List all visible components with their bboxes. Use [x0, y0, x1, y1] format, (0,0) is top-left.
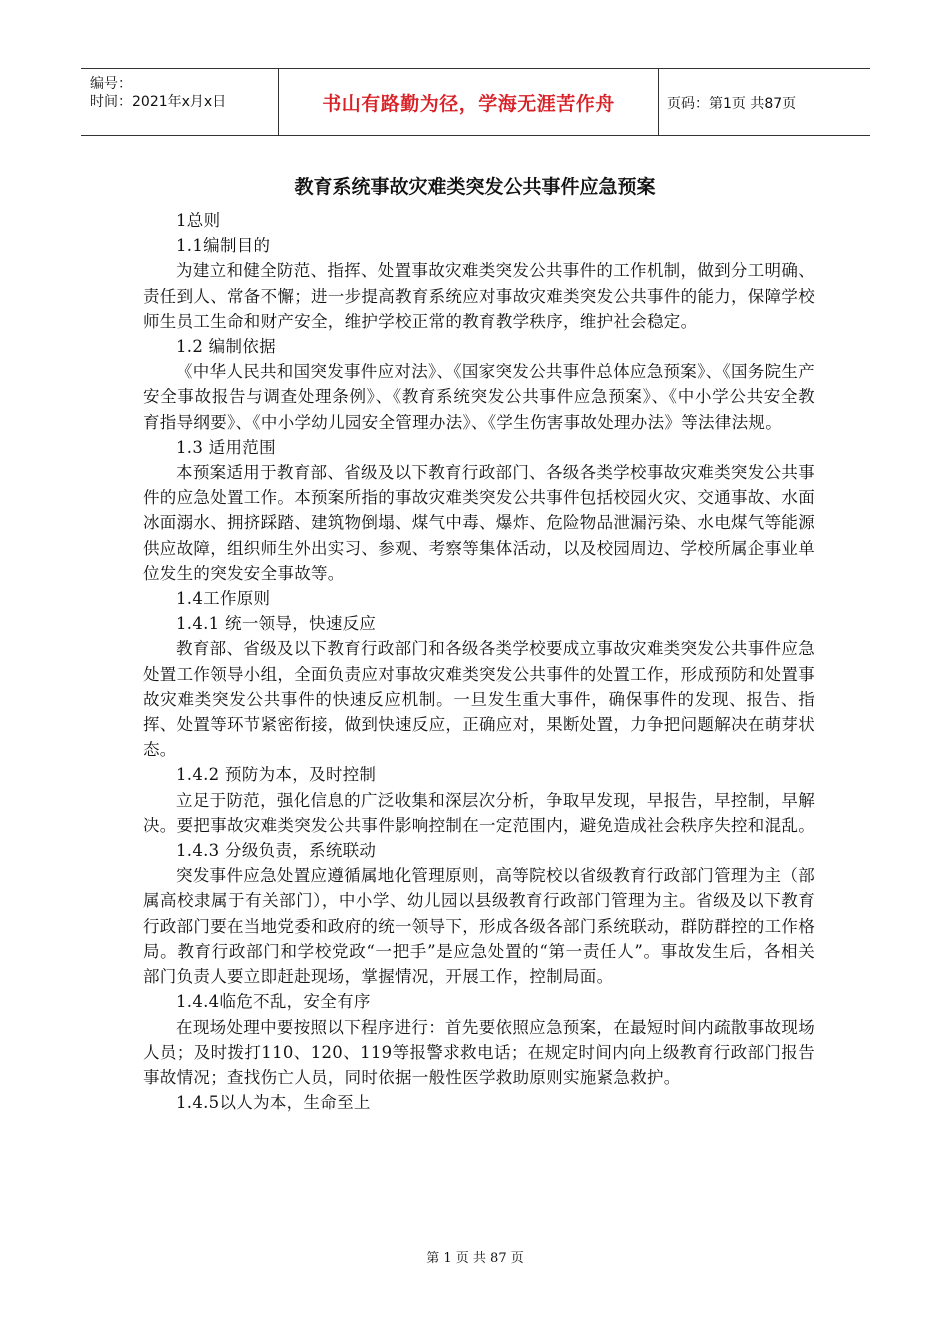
subsection-heading: 1.4.4临危不乱，安全有序: [176, 992, 371, 1012]
subsection-heading: 1.4.3 分级负责，系统联动: [176, 841, 377, 861]
subsection-heading: 1.4.5以人为本，生命至上: [176, 1093, 371, 1113]
body-paragraph: 在现场处理中要按照以下程序进行：首先要依照应急预案，在最短时间内疏散事故现场人员；及时拨打110、120、119等报警求救电话；在规定时间内向上级教育行政部门报告事故情况；查找伤亡人员，同时依据一般性医学救助原则实施紧急救护。: [143, 1017, 815, 1087]
page-footer: 第 1 页 共 87 页: [426, 1251, 524, 1266]
section-heading: 1.2 编制依据: [176, 337, 276, 357]
body-paragraph: 教育部、省级及以下教育行政部门和各级各类学校要成立事故灾难类突发公共事件应急处置工作领导小组，全面负责应对事故灾难类突发公共事件的处置工作，形成预防和处置事故灾难类突发公共事件的快速反应机制。一旦发生重大事件，确保事件的发现、报告、指挥、处置等环节紧密衔接，做到快速反应，正确应对，果断处置，力争把问题解决在萌芽状态。: [143, 639, 815, 760]
body-paragraph: 突发事件应急处置应遵循属地化管理原则，高等院校以省级教育行政部门管理为主（部属高校隶属于有关部门），中小学、幼儿园以县级教育行政部门管理为主。省级及以下教育行政部门要在当地党委和政府的统一领导下，形成各级各部门系统联动，群防群控的工作格局。教育行政部门和学校党政“一把手”是应急处置的“第一责任人”。事故发生后，各相关部门负责人要立即赶赴现场，掌握情况，开展工作，控制局面。: [143, 866, 815, 987]
document-title: 教育系统事故灾难类突发公共事件应急预案: [294, 176, 656, 198]
page-header: [81, 68, 870, 136]
section-heading: 1.4工作原则: [176, 589, 271, 609]
subsection-heading: 1.4.2 预防为本，及时控制: [176, 765, 377, 785]
header-page-number: 页码：第1页 共87页: [667, 95, 797, 112]
document-number-label: 编号：: [90, 76, 132, 92]
header-motto: 书山有路勤为径，学海无涯苦作舟: [322, 93, 615, 115]
section-heading: 1.1编制目的: [176, 236, 271, 256]
document-body: [143, 208, 815, 1115]
body-paragraph: 《中华人民共和国突发事件应对法》、《国家突发公共事件总体应急预案》、《国务院生产安全事故报告与调查处理条例》、《教育系统突发公共事件应急预案》、《中小学公共安全教育指导纲要》、《中小学幼儿园安全管理办法》、《学生伤害事故处理办法》等法律法规。: [143, 362, 815, 432]
body-paragraph: 为建立和健全防范、指挥、处置事故灾难类突发公共事件的工作机制，做到分工明确、责任到人、常备不懈；进一步提高教育系统应对事故灾难类突发公共事件的能力，保障学校师生员工生命和财产安全，维护学校正常的教育教学秩序，维护社会稳定。: [143, 261, 815, 331]
header-meta: [90, 75, 226, 111]
section-heading: 1.3 适用范围: [176, 437, 276, 457]
subsection-heading: 1.4.1 统一领导，快速反应: [176, 614, 377, 634]
document-date-label: 时间：2021年x月x日: [90, 94, 227, 110]
body-paragraph: 本预案适用于教育部、省级及以下教育行政部门、各级各类学校事故灾难类突发公共事件的应急处置工作。本预案所指的事故灾难类突发公共事件包括校园火灾、交通事故、水面冰面溺水、拥挤踩踏、建筑物倒塌、煤气中毒、爆炸、危险物品泄漏污染、水电煤气等能源供应故障，组织师生外出实习、参观、考察等集体活动，以及校园周边、学校所属企事业单位发生的突发安全事故等。: [143, 463, 815, 583]
body-paragraph: 立足于防范，强化信息的广泛收集和深层次分析，争取早发现，早报告，早控制，早解决。要把事故灾难类突发公共事件影响控制在一定范围内，避免造成社会秩序失控和混乱。: [143, 790, 815, 835]
section-heading: 1总则: [176, 211, 221, 230]
